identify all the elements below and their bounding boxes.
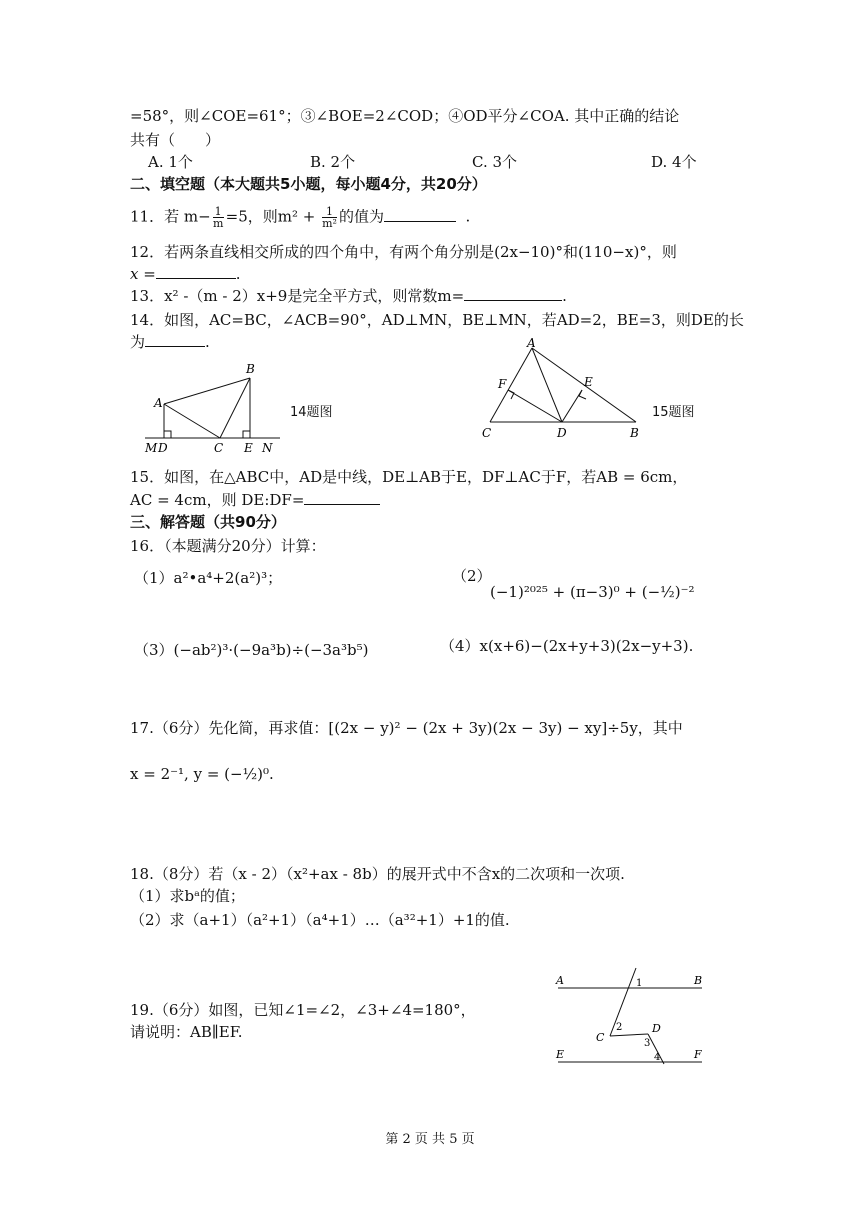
fig19-angle-2: 2 — [616, 1022, 623, 1033]
fig14-label-e: E — [244, 441, 253, 455]
q17-line2: x = 2⁻¹, y = (−½)⁰. — [130, 765, 274, 783]
fig14-label-m: M — [145, 441, 158, 455]
fig15-label-a: A — [527, 338, 536, 350]
fig14-label-a: A — [154, 396, 163, 410]
q11-answer-blank — [384, 207, 456, 222]
figure-15 — [478, 338, 648, 443]
fig14-label-b: B — [246, 362, 255, 376]
q11-mid: =5，则m² + — [225, 207, 321, 226]
figure-19 — [552, 964, 712, 1074]
page-footer: 第 2 页 共 5 页 — [385, 1132, 475, 1147]
q10-option-b: B. 2个 — [310, 153, 356, 171]
q15-answer-blank — [304, 490, 380, 505]
q11-frac1: $\frac{1}{m}$ — [212, 205, 224, 230]
q11-end: . — [465, 207, 471, 226]
fig19-angle-4: 4 — [654, 1052, 661, 1063]
q10-option-a: A. 1个 — [148, 153, 193, 171]
q11-post: 的值为 — [338, 207, 384, 226]
q12-line2: x = . — [130, 265, 241, 283]
q16-title: 16．（本题满分20分）计算： — [130, 537, 326, 555]
q13: 13．x² -（m - 2）x+9是完全平方式，则常数m= . — [130, 287, 567, 305]
section2-title: 二、填空题（本大题共5小题，每小题4分，共20分） — [130, 175, 487, 193]
fig14-caption: 14题图 — [290, 405, 333, 420]
fig19-label-e: E — [556, 1048, 565, 1061]
q18-line3: （2）求（a+1）（a²+1）（a⁴+1）…（a³²+1）+1的值. — [130, 911, 510, 929]
q15-line2: AC = 4cm，则 DE:DF= — [130, 490, 380, 510]
q16-part2-label: （2） — [452, 567, 492, 585]
q12-line1: 12．若两条直线相交所成的四个角中，有两个角分别是(2x−10)°和(110−x)°，则 — [130, 243, 677, 261]
fig19-label-b: B — [694, 974, 703, 987]
fig15-label-d: D — [557, 426, 567, 440]
q12-answer-blank — [156, 264, 236, 279]
q14-line2: 为 . — [130, 333, 210, 351]
fig19-angle-3: 3 — [644, 1038, 651, 1049]
q16-part2-expr: (−1)²⁰²⁵ + (π−3)⁰ + (−½)⁻² — [490, 583, 695, 601]
fig14-label-c: C — [214, 441, 224, 455]
q17-line1: 17.（6分）先化简，再求值：[(2x − y)² − (2x + 3y)(2x − 3y) − xy]÷5y，其中 — [130, 719, 683, 737]
fig19-label-f: F — [694, 1048, 702, 1061]
fig19-angle-1: 1 — [636, 978, 643, 989]
figure-14 — [140, 360, 290, 455]
q10-option-d: D. 4个 — [651, 153, 697, 171]
fig15-label-b: B — [630, 426, 639, 440]
q19-line1: 19.（6分）如图，已知∠1=∠2，∠3+∠4=180°， — [130, 1001, 476, 1019]
q13-answer-blank — [464, 286, 562, 301]
fig15-label-f: F — [498, 377, 507, 391]
fig19-label-d: D — [652, 1022, 661, 1035]
section3-title: 三、解答题（共90分） — [130, 513, 286, 531]
fig15-label-e: E — [584, 375, 593, 389]
q19-line2: 请说明：AB∥EF. — [130, 1023, 243, 1041]
fig14-label-d: D — [158, 441, 168, 455]
q11-pre: 11．若 m− — [130, 207, 211, 226]
q16-part1: （1）a²•a⁴+2(a²)³； — [134, 569, 283, 587]
fig14-label-n: N — [262, 441, 273, 455]
q14-answer-blank — [145, 332, 205, 347]
q14-line1: 14．如图，AC=BC，∠ACB=90°，AD⊥MN，BE⊥MN，若AD=2，BE=3，则DE的长 — [130, 311, 744, 329]
q16-part3: （3）(−ab²)³·(−9a³b)÷(−3a³b⁵) — [134, 641, 369, 659]
q18-line2: （1）求bᵃ的值； — [130, 887, 245, 905]
q11-frac2: $\frac{1}{\text{m²}}$ — [322, 205, 337, 230]
fig15-label-c: C — [482, 426, 492, 440]
q10-line1: =58°，则∠COE=61°；③∠BOE=2∠COD；④OD平分∠COA. 其中正确的结论 — [130, 107, 680, 125]
q10-option-c: C. 3个 — [472, 153, 518, 171]
fig19-label-c: C — [596, 1031, 605, 1044]
q10-line2: 共有（ ） — [130, 131, 221, 149]
q16-part4: （4）x(x+6)−(2x+y+3)(2x−y+3). — [440, 637, 694, 655]
q11 — [130, 206, 470, 229]
q15-line1: 15．如图，在△ABC中，AD是中线，DE⊥AB于E，DF⊥AC于F，若AB = 6cm， — [130, 468, 688, 486]
fig15-caption: 15题图 — [652, 405, 695, 420]
q18-line1: 18.（8分）若（x - 2）（x²+ax - 8b）的展开式中不含x的二次项和一次项. — [130, 865, 625, 883]
fig19-label-a: A — [556, 974, 564, 987]
